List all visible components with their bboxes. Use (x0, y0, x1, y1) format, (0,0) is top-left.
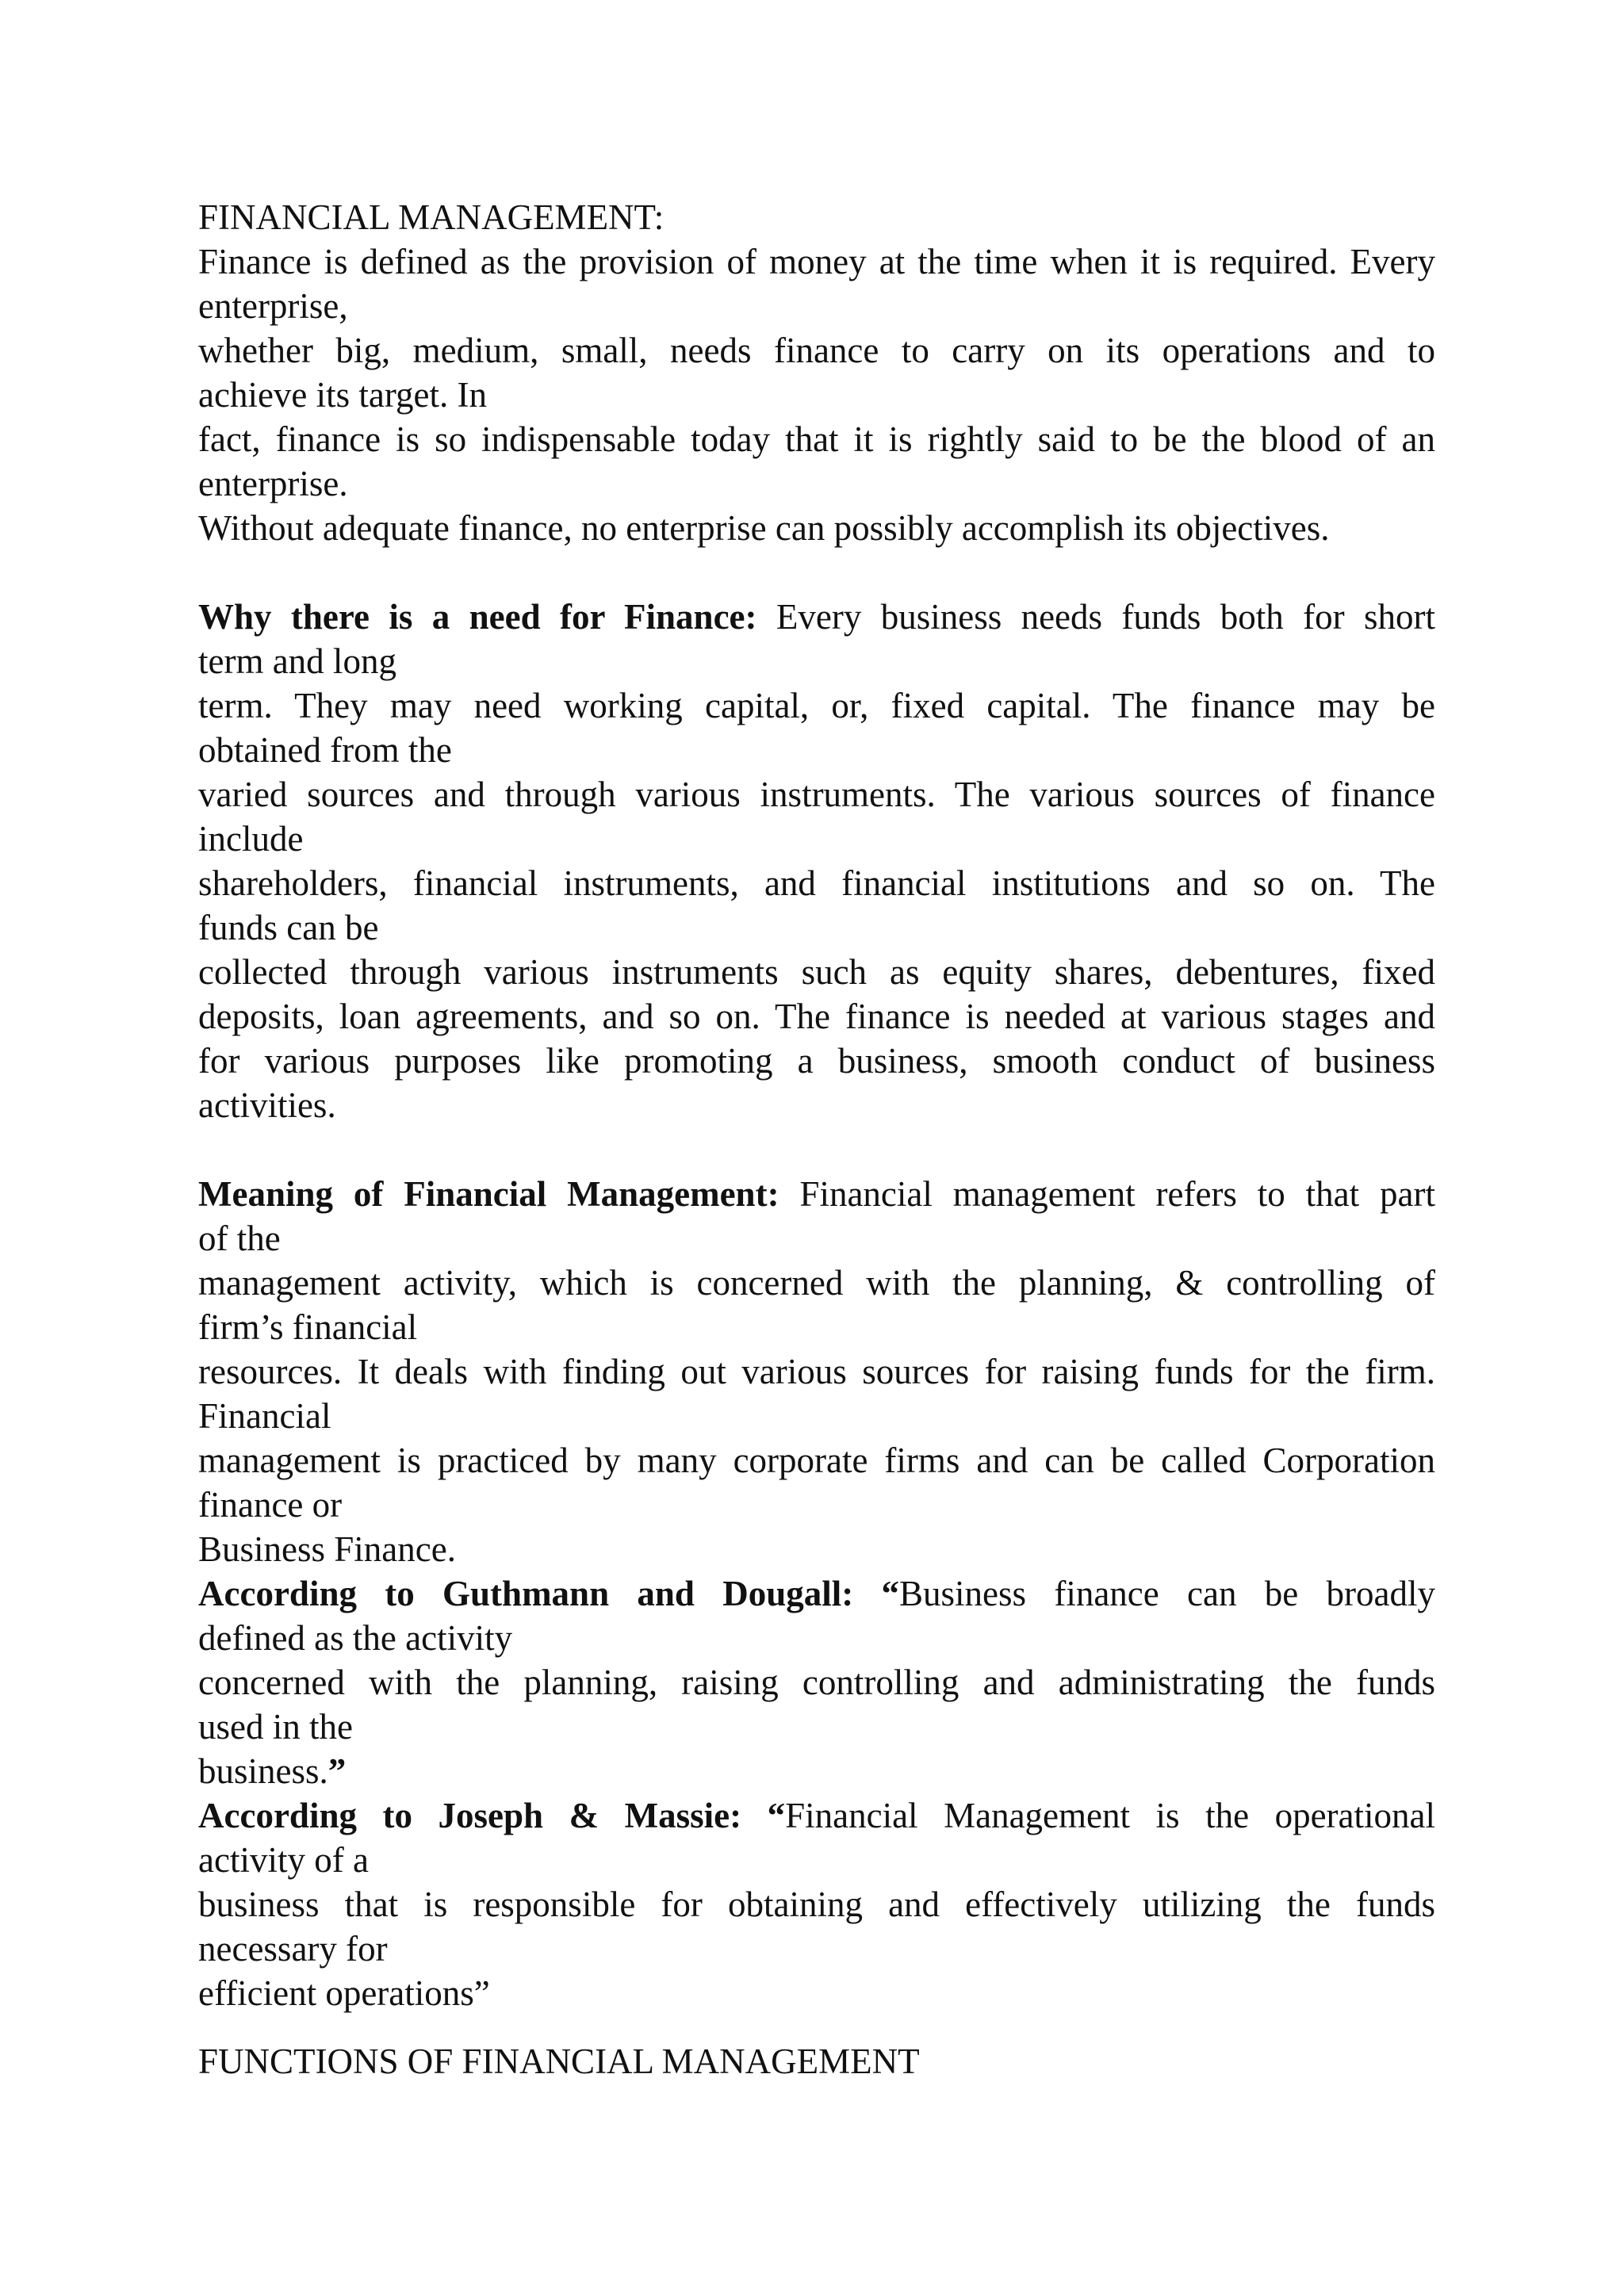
paragraph-line: of the (198, 1219, 281, 1258)
guthmann-quote-label: According to Guthmann and Dougall: “ (198, 1574, 900, 1613)
paragraph-line: efficient operations” (198, 1973, 490, 2013)
paragraph-line: defined as the activity (198, 1618, 513, 1658)
paragraph-line: management is practiced by many corporate firms and can be called Corporation (198, 1441, 1435, 1480)
paragraph-line: enterprise, (198, 286, 348, 326)
paragraph-line: funds can be (198, 908, 379, 947)
meaning-section-text: Financial management refers to that part (779, 1174, 1435, 1214)
guthmann-quote-close-mark: ” (327, 1751, 347, 1791)
paragraph-spacer (198, 2015, 1435, 2039)
document-page (198, 195, 1435, 2084)
paragraph-line: Without adequate finance, no enterprise can possibly accomplish its objectives. (198, 508, 1330, 548)
paragraph-line: term. They may need working capital, or, fixed capital. The finance may be (198, 686, 1435, 725)
paragraph-line: Finance is defined as the provision of money at the time when it is required. Every (198, 242, 1435, 281)
paragraph-line: obtained from the (198, 730, 452, 770)
section-heading: FUNCTIONS OF FINANCIAL MANAGEMENT (198, 2042, 920, 2081)
paragraph-line: varied sources and through various instruments. The various sources of finance (198, 775, 1435, 814)
paragraph-line: used in the (198, 1707, 353, 1747)
paragraph-line: finance or (198, 1485, 343, 1525)
guthmann-quote-end-text: business. (198, 1751, 328, 1791)
joseph-quote-first-line (198, 1793, 1435, 1838)
paragraph-line: for various purposes like promoting a business, smooth conduct of business (198, 1041, 1435, 1081)
paragraph-line: collected through various instruments such as equity shares, debentures, fixed (198, 952, 1435, 992)
paragraph-line: deposits, loan agreements, and so on. The finance is needed at various stages and (198, 997, 1435, 1036)
paragraph-line: include (198, 819, 304, 859)
guthmann-quote-text: Business finance can be broadly (899, 1574, 1435, 1613)
paragraph-line: activities. (198, 1085, 336, 1125)
paragraph-line: activity of a (198, 1840, 369, 1880)
paragraph-line: whether big, medium, small, needs finance to carry on its operations and to (198, 331, 1435, 370)
guthmann-quote-first-line (198, 1571, 1435, 1616)
paragraph-line: enterprise. (198, 464, 348, 503)
paragraph-spacer (198, 1127, 1435, 1172)
need-section-text: Every business needs funds both for short (756, 597, 1436, 637)
paragraph-line: shareholders, financial instruments, and financial institutions and so on. The (198, 863, 1435, 903)
paragraph-line: term and long (198, 641, 396, 681)
paragraph-line: achieve its target. In (198, 375, 488, 415)
paragraph-line: necessary for (198, 1929, 388, 1969)
paragraph-line: Financial (198, 1396, 331, 1436)
need-section-label: Why there is a need for Finance: (198, 597, 757, 637)
paragraph-line: Business Finance. (198, 1529, 456, 1569)
paragraph-line: concerned with the planning, raising controlling and administrating the funds (198, 1663, 1435, 1702)
page-title: FINANCIAL MANAGEMENT: (198, 197, 665, 237)
joseph-quote-label: According to Joseph & Massie: “ (198, 1796, 786, 1835)
paragraph-line: firm’s financial (198, 1307, 418, 1347)
meaning-section-first-line (198, 1172, 1435, 1216)
meaning-section-label: Meaning of Financial Management: (198, 1174, 779, 1214)
joseph-quote-text: Financial Management is the operational (785, 1796, 1435, 1835)
paragraph-line: management activity, which is concerned with the planning, & controlling of (198, 1263, 1435, 1303)
need-section-first-line (198, 595, 1435, 639)
paragraph-spacer (198, 550, 1435, 595)
paragraph-line: resources. It deals with finding out various sources for raising funds for the firm. (198, 1352, 1435, 1391)
guthmann-quote-last-line (198, 1749, 1435, 1793)
paragraph-line: business that is responsible for obtaining and effectively utilizing the funds (198, 1885, 1435, 1924)
paragraph-line: fact, finance is so indispensable today that it is rightly said to be the blood of an (198, 419, 1435, 459)
